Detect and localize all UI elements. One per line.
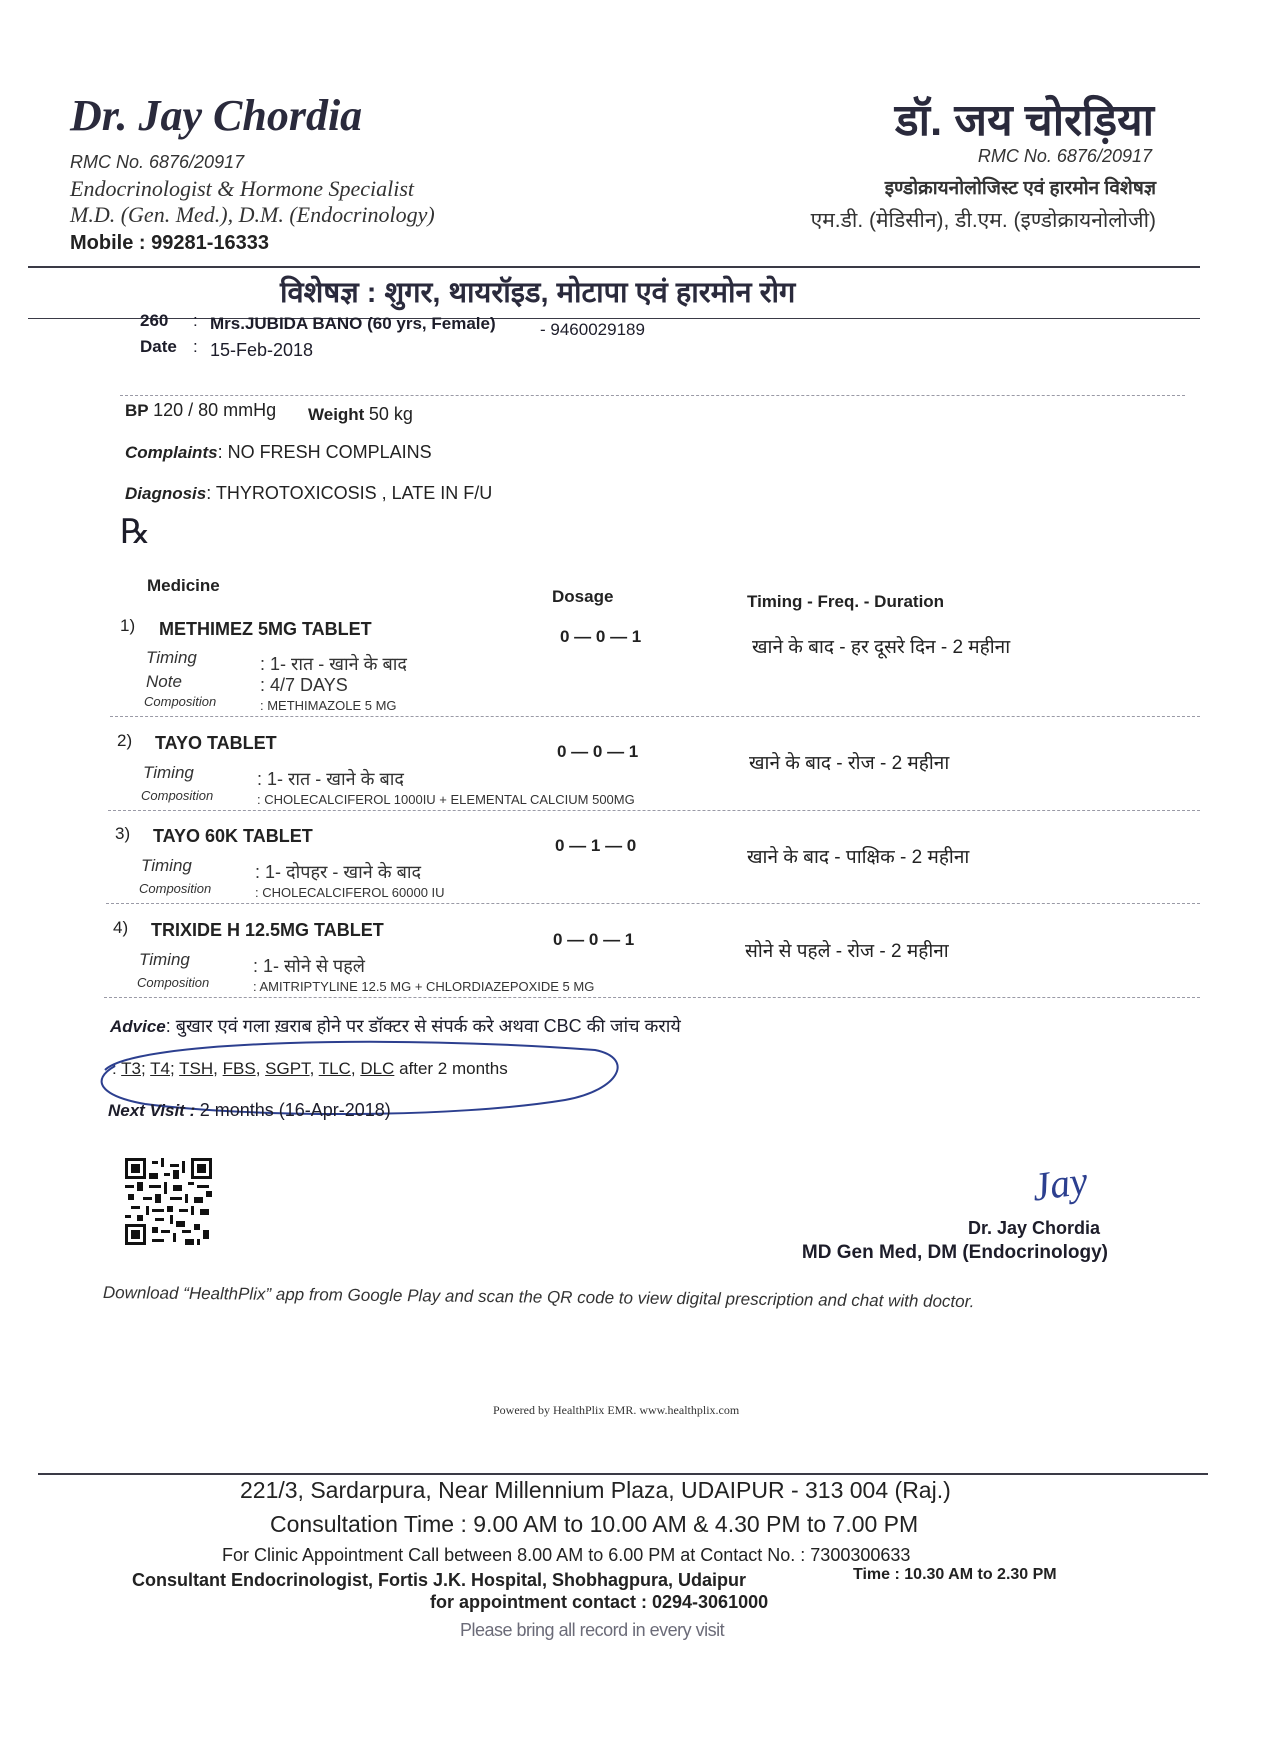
timing-label: Timing: [146, 648, 197, 667]
banner-divider: [28, 318, 1200, 319]
fortis-time: Time : 10.30 AM to 2.30 PM: [853, 1566, 1057, 1583]
test-item: TLC: [318, 1059, 351, 1078]
composition-label: Composition: [144, 694, 217, 709]
bp-row: [125, 400, 276, 421]
date-label: Date: [140, 337, 177, 356]
fortis-hospital: Consultant Endocrinologist, Fortis J.K. Hospital, Shobhagpura, Udaipur: [132, 1570, 747, 1590]
timing-value: : 1- दोपहर - खाने के बाद: [255, 862, 422, 882]
timing-label: Timing: [139, 950, 190, 969]
advice-label: Advice: [110, 1017, 166, 1036]
frequency: खाने के बाद - हर दूसरे दिन - 2 महीना: [752, 637, 1011, 658]
clinic-address: 221/3, Sardarpura, Near Millennium Plaza, UDAIPUR - 313 004 (Raj.): [240, 1477, 951, 1503]
degrees-en: M.D. (Gen. Med.), D.M. (Endocrinology): [70, 202, 435, 227]
frequency: सोने से पहले - रोज - 2 महीना: [745, 941, 949, 962]
visit-date: 15-Feb-2018: [210, 340, 314, 360]
diagnosis-label: Diagnosis: [125, 484, 207, 503]
composition-value: : METHIMAZOLE 5 MG: [260, 698, 397, 713]
medicine-number: 1): [120, 616, 136, 635]
diagnosis-row: [125, 483, 492, 504]
dosage: 0 — 0 — 1: [557, 742, 639, 761]
tests-prefix: :: [112, 1059, 117, 1078]
degrees-hi: एम.डी. (मेडिसीन), डी.एम. (इण्डोक्रायनोलोजी): [810, 209, 1156, 232]
composition-label: Composition: [139, 881, 212, 896]
test-item: SGPT: [265, 1059, 310, 1078]
weight-row: [308, 404, 413, 425]
dosage: 0 — 0 — 1: [560, 627, 642, 646]
header-timing: Timing - Freq. - Duration: [747, 592, 945, 611]
timing-label: Timing: [141, 856, 192, 875]
note-label: Note: [146, 672, 182, 691]
record-stamp: Please bring all record in every visit: [460, 1620, 725, 1640]
medicine-number: 3): [115, 824, 131, 843]
frequency: खाने के बाद - पाक्षिक - 2 महीना: [747, 847, 970, 868]
composition-label: Composition: [141, 788, 214, 803]
rmc-number-en: RMC No. 6876/20917: [70, 152, 245, 172]
timing-value: : 1- रात - खाने के बाद: [260, 654, 407, 674]
composition-value: : CHOLECALCIFEROL 60000 IU: [255, 885, 445, 900]
download-note: Download “HealthPlix” app from Google Play and scan the QR code to view digital prescription and chat with doctor.: [102, 1283, 975, 1312]
test-item: DLC: [360, 1059, 395, 1078]
rx-icon: ℞: [120, 514, 151, 551]
specialty-en: Endocrinologist & Hormone Specialist: [70, 176, 415, 201]
dosage: 0 — 0 — 1: [553, 930, 635, 949]
specialty-banner: विशेषज्ञ : शुगर, थायरॉइड, मोटापा एवं हारमोन रोग: [280, 277, 796, 309]
qr-code: [125, 1158, 212, 1245]
patient-sep: :: [193, 311, 198, 330]
patient-divider: [120, 395, 1185, 396]
row-divider: [104, 997, 1200, 998]
doctor-name-en: Dr. Jay Chordia: [70, 91, 363, 140]
row-divider: [110, 716, 1200, 717]
powered-by: Powered by HealthPlix EMR. www.healthplix.com: [493, 1403, 740, 1417]
date-sep: :: [193, 337, 198, 356]
timing-value: : 1- रात - खाने के बाद: [257, 769, 404, 789]
signature-degrees: MD Gen Med, DM (Endocrinology): [801, 1242, 1108, 1263]
header-medicine: Medicine: [147, 576, 220, 595]
weight-label: Weight: [308, 405, 365, 424]
diagnosis-value: : THYROTOXICOSIS , LATE IN F/U: [206, 483, 493, 503]
bp-label: BP: [125, 401, 149, 420]
advice-text: : बुखार एवं गला ख़राब होने पर डॉक्टर से संपर्क करे अथवा CBC की जांच कराये: [165, 1016, 681, 1036]
test-sep: ,: [350, 1059, 356, 1078]
tests-suffix: after 2 months: [399, 1059, 508, 1078]
complaints-label: Complaints: [125, 443, 218, 462]
next-visit-label: Next Visit :: [108, 1101, 196, 1120]
weight-value: 50 kg: [368, 404, 413, 424]
test-item: FBS: [222, 1059, 256, 1078]
next-visit-value: 2 months (16-Apr-2018): [199, 1100, 391, 1120]
test-item: T4: [150, 1059, 170, 1078]
composition-label: Composition: [137, 975, 210, 990]
medicine-name: METHIMEZ 5MG TABLET: [159, 619, 372, 639]
signature-image: Jay: [1029, 1157, 1091, 1210]
dosage: 0 — 1 — 0: [555, 836, 637, 855]
frequency: खाने के बाद - रोज - 2 महीना: [749, 753, 950, 774]
row-divider: [108, 810, 1200, 811]
medicine-name: TAYO TABLET: [155, 733, 277, 753]
patient-id: 260: [140, 311, 169, 330]
medicine-number: 4): [113, 918, 129, 937]
next-visit-row: [108, 1100, 391, 1121]
note-value: : 4/7 DAYS: [260, 675, 348, 695]
row-divider: [106, 903, 1200, 904]
timing-label: Timing: [143, 763, 194, 782]
specialty-hi: इण्डोक्रायनोलोजिस्ट एवं हारमोन विशेषज्ञ: [884, 178, 1156, 199]
timing-value: : 1- सोने से पहले: [253, 956, 365, 976]
composition-value: : CHOLECALCIFEROL 1000IU + ELEMENTAL CALCIUM 500MG: [257, 792, 635, 807]
footer-divider: [38, 1473, 1208, 1475]
rmc-number-hi: RMC No. 6876/20917: [977, 146, 1152, 166]
composition-value: : AMITRIPTYLINE 12.5 MG + CHLORDIAZEPOXIDE 5 MG: [253, 979, 595, 994]
medicine-number: 2): [117, 731, 133, 750]
test-sep: ,: [309, 1059, 315, 1078]
fortis-contact: for appointment contact : 0294-3061000: [430, 1592, 769, 1612]
test-sep: ,: [213, 1059, 218, 1078]
test-item: TSH: [179, 1059, 214, 1078]
complaints-row: [125, 442, 432, 463]
test-sep: ;: [170, 1059, 175, 1078]
consultation-time: Consultation Time : 9.00 AM to 10.00 AM & 4.30 PM to 7.00 PM: [270, 1511, 919, 1537]
header-dosage: Dosage: [552, 587, 614, 606]
patient-phone: - 9460029189: [540, 320, 645, 339]
doctor-name-hi: डॉ. जय चोरड़िया: [895, 96, 1154, 145]
bp-value: 120 / 80 mmHg: [153, 400, 277, 420]
test-sep: ,: [255, 1059, 261, 1078]
mobile-number: Mobile : 99281-16333: [70, 232, 269, 254]
test-item: T3: [121, 1059, 141, 1078]
patient-name: Mrs.JUBIDA BANO (60 yrs, Female): [210, 314, 496, 333]
medicine-name: TRIXIDE H 12.5MG TABLET: [151, 920, 384, 940]
medicine-name: TAYO 60K TABLET: [153, 826, 313, 846]
header-divider: [28, 266, 1200, 268]
clinic-appointment: For Clinic Appointment Call between 8.00 AM to 6.00 PM at Contact No. : 7300300633: [222, 1545, 911, 1565]
test-sep: ;: [141, 1059, 146, 1078]
signature-name: Dr. Jay Chordia: [967, 1218, 1100, 1238]
complaints-value: : NO FRESH COMPLAINS: [217, 442, 432, 462]
